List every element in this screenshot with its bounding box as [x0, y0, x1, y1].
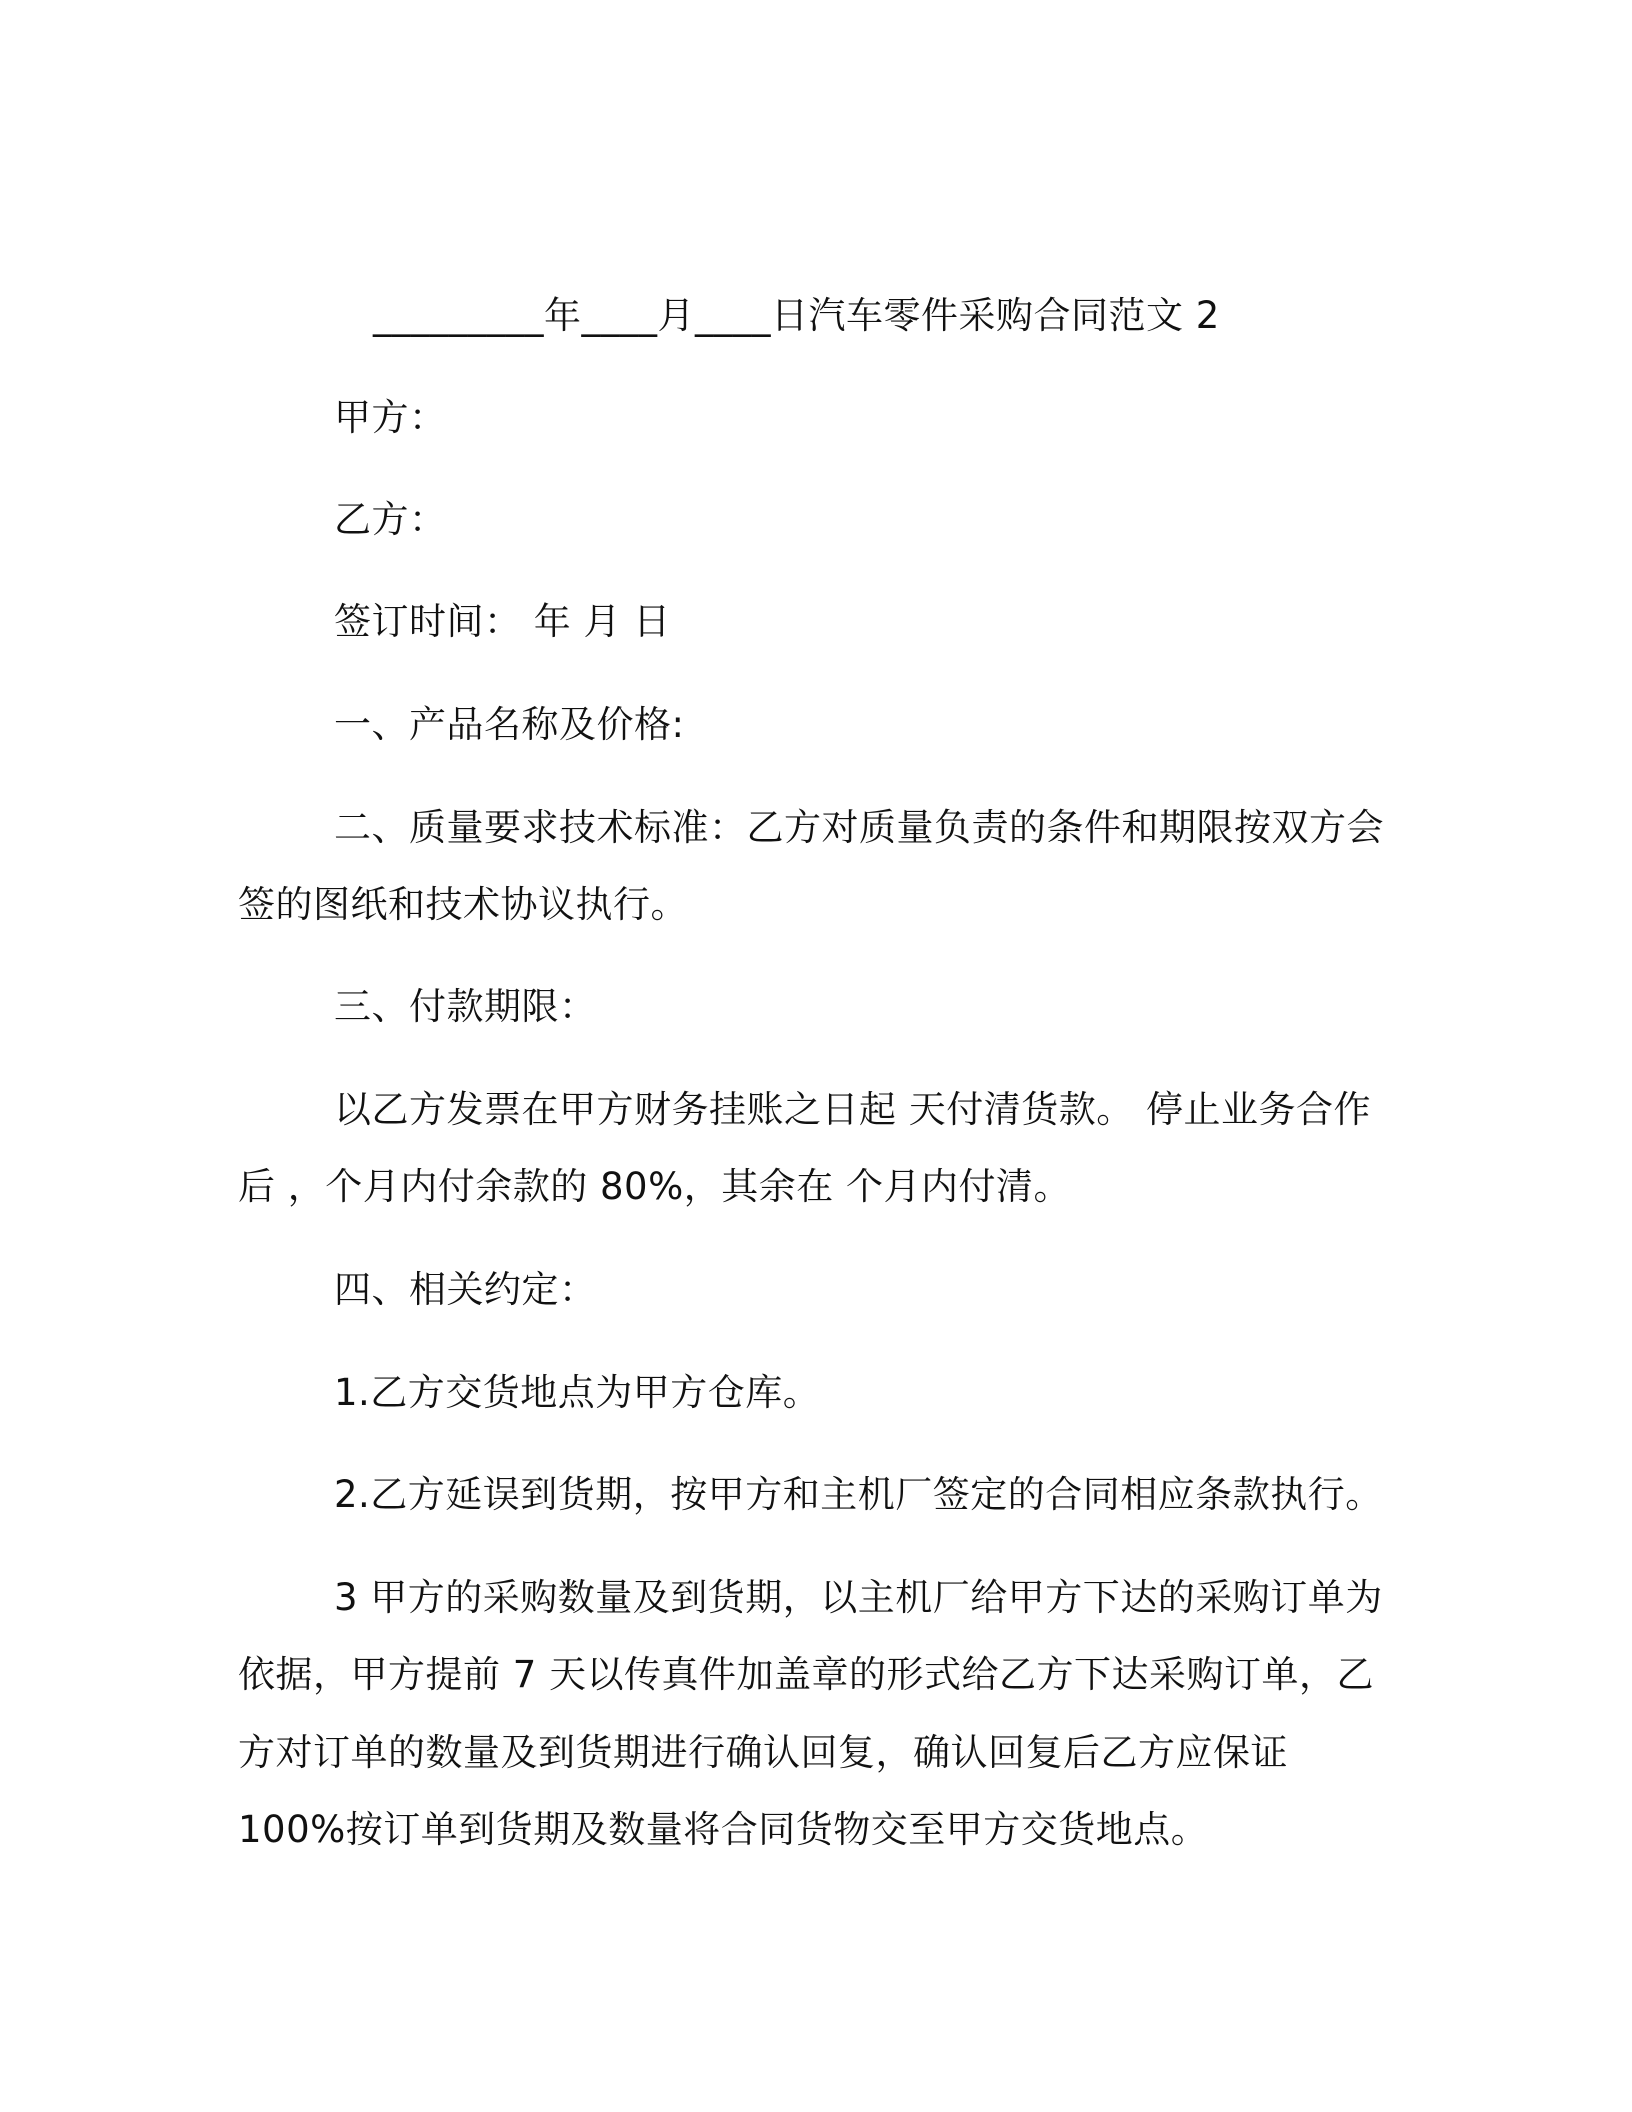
clause-3-line-4: 100%按订单到货期及数量将合同货物交至甲方交货地点。	[238, 1808, 1209, 1851]
document-title: _________年____月____日汽车零件采购合同范文 2	[373, 294, 1220, 337]
section-1-heading: 一、产品名称及价格:	[334, 703, 685, 746]
section-2-line-2: 签的图纸和技术协议执行。	[238, 883, 688, 926]
clause-2: 2.乙方延误到货期，按甲方和主机厂签定的合同相应条款执行。	[334, 1473, 1383, 1516]
section-2-line-1: 二、质量要求技术标准：乙方对质量负责的条件和期限按双方会	[334, 806, 1384, 849]
section-3-line-2: 后 ，个月内付余款的 80%，其余在 个月内付清。	[238, 1165, 1072, 1208]
section-3-heading: 三、付款期限：	[334, 985, 597, 1028]
clause-1: 1.乙方交货地点为甲方仓库。	[334, 1371, 821, 1414]
clause-3-line-2: 依据，甲方提前 7 天以传真件加盖章的形式给乙方下达采购订单，乙	[238, 1653, 1375, 1696]
signing-date: 签订时间： 年 月 日	[334, 600, 671, 643]
clause-3-line-3: 方对订单的数量及到货期进行确认回复，确认回复后乙方应保证	[238, 1731, 1288, 1774]
clause-3-line-1: 3 甲方的采购数量及到货期，以主机厂给甲方下达的采购订单为	[334, 1576, 1383, 1619]
party-b-label: 乙方：	[334, 498, 447, 541]
section-3-line-1: 以乙方发票在甲方财务挂账之日起 天付清货款。 停止业务合作	[334, 1088, 1372, 1131]
party-a-label: 甲方：	[334, 396, 447, 439]
section-4-heading: 四、相关约定：	[334, 1268, 597, 1311]
